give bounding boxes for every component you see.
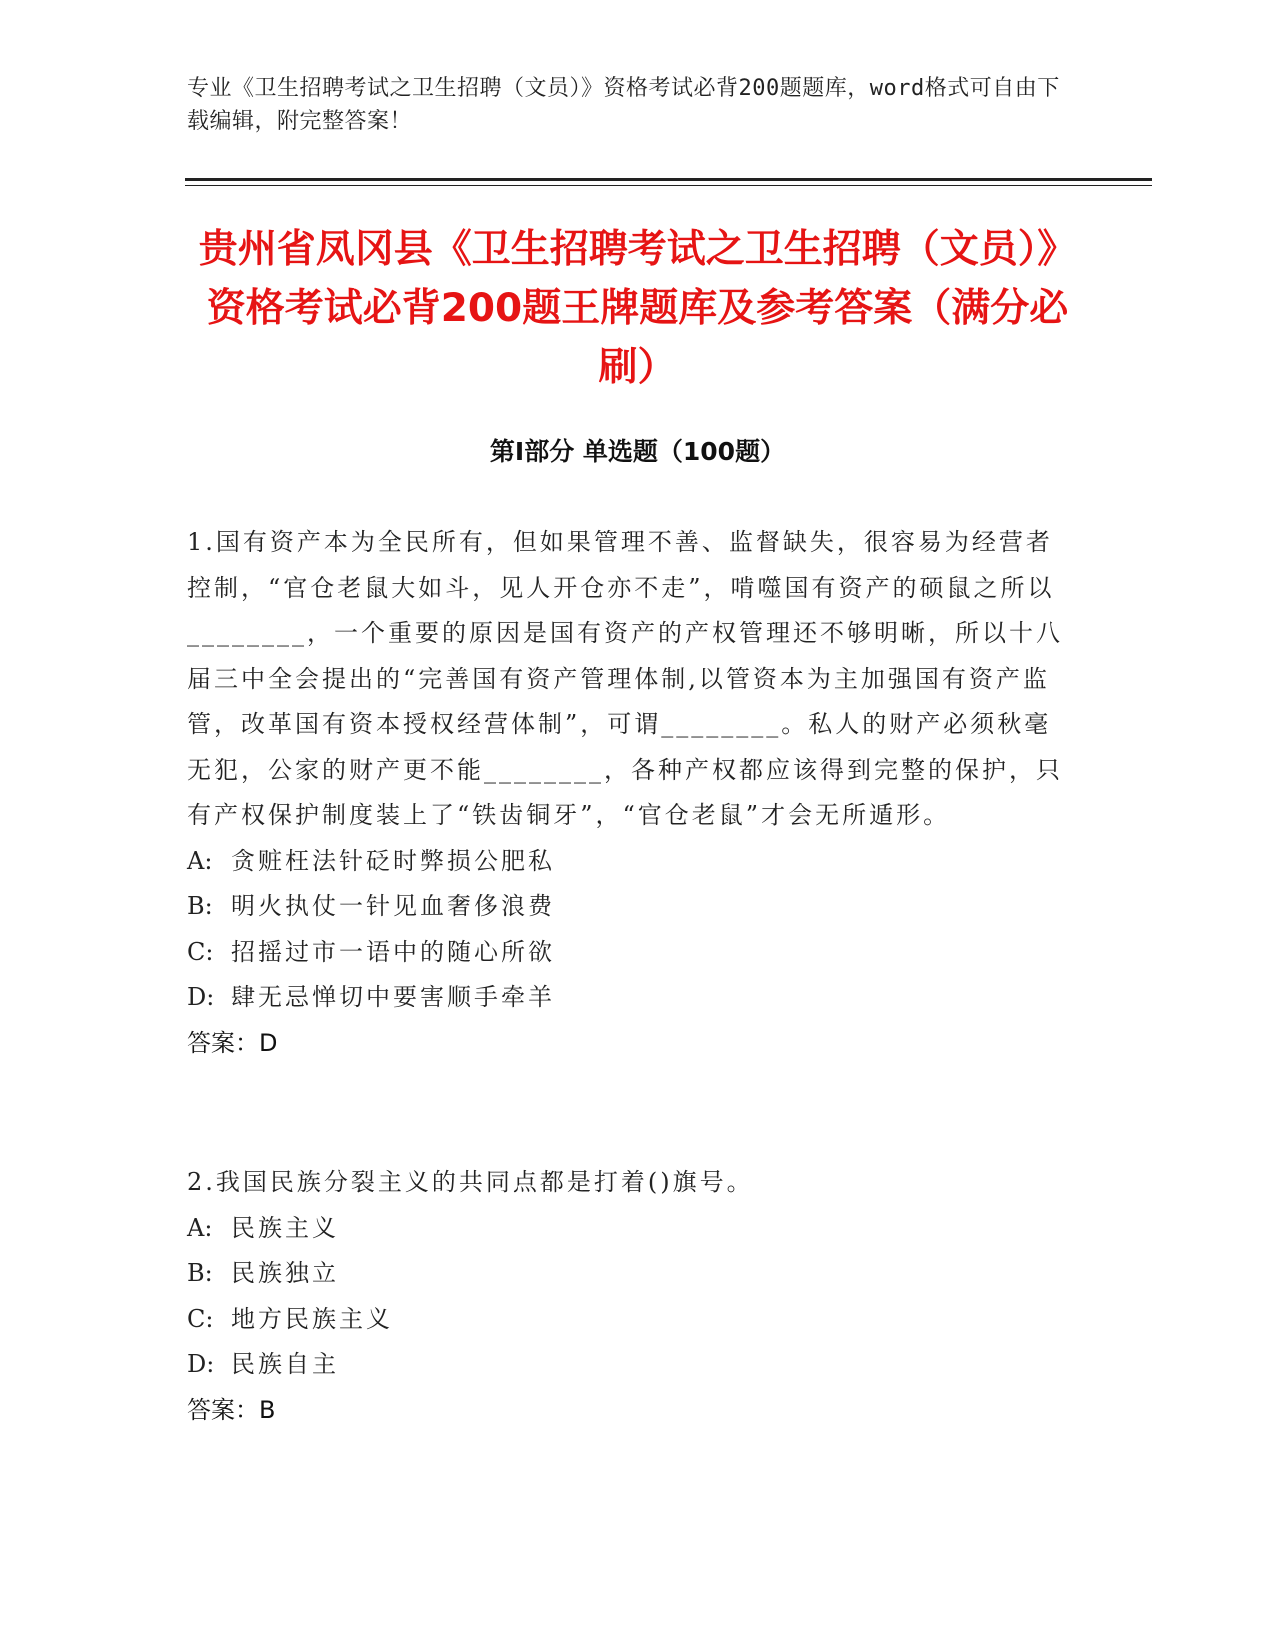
option-letter: A: xyxy=(187,846,213,875)
question-block-1 xyxy=(187,520,1067,1066)
option-d xyxy=(187,1342,1067,1388)
option-text: 地方民族主义 xyxy=(231,1304,393,1333)
question-block-2 xyxy=(187,1160,1067,1433)
header-note: 专业《卫生招聘考试之卫生招聘（文员）》资格考试必背200题题库，word格式可自由下载编辑，附完整答案！ xyxy=(187,76,1060,134)
option-letter: C: xyxy=(187,1304,214,1333)
option-a xyxy=(187,839,1067,885)
option-text: 贪赃枉法针砭时弊损公肥私 xyxy=(231,846,555,875)
option-text: 民族自主 xyxy=(231,1350,339,1378)
option-b xyxy=(187,884,1067,930)
option-b xyxy=(187,1251,1067,1297)
option-letter: B: xyxy=(187,892,213,920)
header-rule-thick xyxy=(185,178,1152,181)
answer-line: 答案：B xyxy=(187,1395,276,1424)
option-text: 民族主义 xyxy=(231,1213,339,1242)
option-letter: D: xyxy=(187,1350,215,1378)
option-d xyxy=(187,975,1067,1021)
option-a xyxy=(187,1206,1067,1252)
answer-line: 答案：D xyxy=(187,1028,278,1057)
document-title: 贵州省凤冈县《卫生招聘考试之卫生招聘（文员）》资格考试必背200题王牌题库及参考答案（满分必刷） xyxy=(198,227,1077,390)
option-letter: C: xyxy=(187,937,214,966)
option-text: 明火执仗一针见血奢侈浪费 xyxy=(231,892,555,920)
option-letter: B: xyxy=(187,1259,213,1287)
option-text: 民族独立 xyxy=(231,1259,339,1287)
option-c xyxy=(187,930,1067,976)
header-rule-thin xyxy=(185,185,1152,186)
option-letter: D: xyxy=(187,983,215,1011)
option-text: 肆无忌惮切中要害顺手牵羊 xyxy=(231,983,555,1011)
section-title: 第Ⅰ部分 单选题（100题） xyxy=(489,437,786,466)
question-text: 1.国有资产本为全民所有，但如果管理不善、监督缺失，很容易为经营者控制，“官仓老鼠大如斗，见人开仓亦不走”，啃噬国有资产的硕鼠之所以________，一个重要的原因是国有资产的产权管理还不够明晰，所以十八届三中全会提出的“完善国有资产管理体制,以管资本为主加强国有资产监管，改革国有资本授权经营体制”，可谓________。私人的财产必须秋毫无犯，公家的财产更不能________，各种产权都应该得到完整的保护，只有产权保护制度装上了“铁齿铜牙”，“官仓老鼠”才会无所遁形。 xyxy=(187,528,1063,829)
option-text: 招摇过市一语中的随心所欲 xyxy=(231,937,555,966)
option-c xyxy=(187,1297,1067,1343)
question-text: 2.我国民族分裂主义的共同点都是打着()旗号。 xyxy=(187,1168,754,1196)
option-letter: A: xyxy=(187,1213,213,1242)
